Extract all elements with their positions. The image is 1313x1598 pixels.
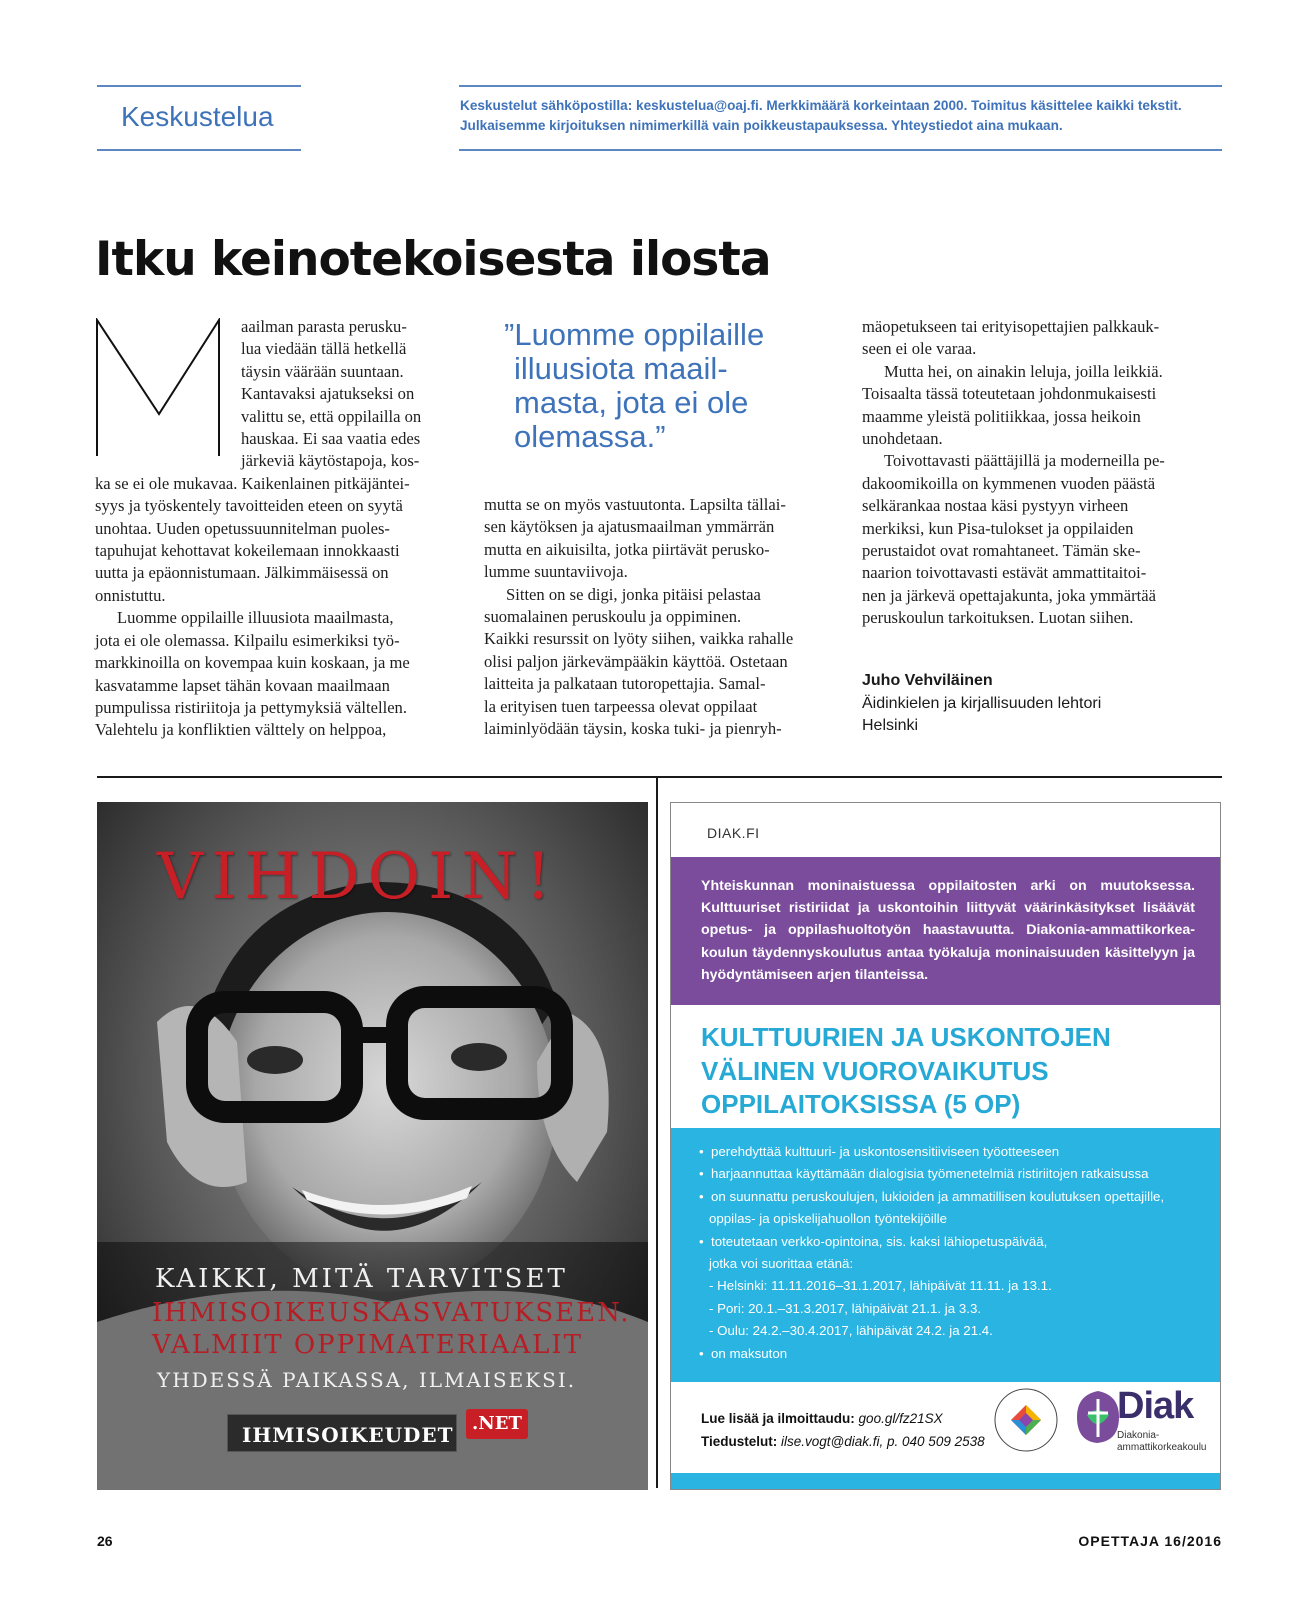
logo-text: IHMISOIKEUDET bbox=[242, 1423, 454, 1447]
bullet-item: • toteutetaan verkko-opintoina, sis. kaksi lähiopetuspäivää, bbox=[699, 1231, 1209, 1253]
pull-quote bbox=[504, 317, 814, 454]
pull-quote-line: olemassa.” bbox=[514, 419, 666, 454]
article-line: tapuhujat kehottavat kokeilemaan innokkaasti bbox=[95, 541, 400, 561]
contact-register: Lue lisää ja ilmoittaudu: goo.gl/fz21SX bbox=[701, 1411, 943, 1426]
article-line: mäopetukseen tai erityisopettajien palkkauk- bbox=[862, 317, 1160, 336]
register-link[interactable]: goo.gl/fz21SX bbox=[858, 1411, 943, 1426]
article-line: selkärankaa nostaa käsi pystyyn virheen bbox=[862, 496, 1129, 516]
article-line: markkinoilla on kovempaa kuin koskaan, ja me bbox=[95, 653, 410, 673]
article-line: jota ei ole olemassa. Kilpailu esimerkiksi työ- bbox=[95, 630, 400, 650]
article-line: Kantavaksi ajatukseksi on bbox=[241, 384, 415, 404]
article-line: valittu se, että oppilailla on bbox=[241, 406, 422, 426]
pull-quote-line: ”Luomme oppilaille bbox=[504, 317, 765, 352]
article-line: hauskaa. Ei saa vaatia edes bbox=[241, 429, 421, 449]
ad-diak[interactable] bbox=[670, 802, 1221, 1490]
contact-inquiries: Tiedustelut: ilse.vogt@diak.fi, p. 040 509 2538 bbox=[701, 1434, 985, 1449]
pull-quote-line: illuusiota maail- bbox=[514, 351, 728, 386]
vertical-divider bbox=[656, 776, 658, 1488]
article-line: Kaikki resurssit on lyöty siihen, vaikka rahalle bbox=[484, 629, 794, 649]
bullet-item: • on maksuton bbox=[699, 1343, 1209, 1365]
section-title: Keskustelua bbox=[121, 101, 274, 132]
contact-info bbox=[701, 1407, 985, 1453]
article-line: Valehtelu ja konfliktien välttely on helppoa, bbox=[95, 720, 387, 740]
diak-brand-sub-1: Diakonia- bbox=[1117, 1430, 1160, 1441]
article-line: ka se ei ole mukavaa. Kaikenlainen pitkäjäntei- bbox=[95, 473, 410, 493]
schedule-pori: - Pori: 20.1.–31.3.2017, lähipäivät 21.1. ja 3.3. bbox=[709, 1300, 982, 1316]
magazine-issue: OPETTAJA 16/2016 bbox=[1078, 1533, 1222, 1549]
article-line: unohdetaan. bbox=[862, 429, 943, 449]
ad-tagline-3: VALMIIT OPPIMATERIAALIT bbox=[152, 1330, 583, 1360]
bullet-item: • on suunnattu peruskoulujen, lukioiden ja ammatillisen koulutuksen opettajille, bbox=[699, 1186, 1209, 1208]
bullet-item: • perehdyttää kulttuuri- ja uskontosensitiiviseen työotteeseen bbox=[699, 1141, 1209, 1163]
article-line: Toisaalta tässä toteutetaan johdonmukaisesti bbox=[862, 384, 1157, 404]
author-signature bbox=[862, 670, 1101, 738]
article-line: la erityisen tuen tarpeessa olevat oppilaat bbox=[484, 696, 758, 716]
submission-info: Keskustelut sähköpostilla: keskustelua@oaj.fi. Merkkimäärä korkeintaan 2000. Toimitus käsittelee kaikki tekstit. Julkaisemme kirjoituksen nimimerkillä vain poikkeustapauksessa. Yhteystiedot aina mukaan. bbox=[460, 98, 1182, 133]
page-number: 26 bbox=[97, 1533, 113, 1549]
logo-net-badge bbox=[466, 1409, 528, 1439]
ad-ihmisoikeudet[interactable] bbox=[97, 802, 648, 1490]
submission-info-box bbox=[459, 85, 1222, 151]
course-bullets bbox=[699, 1141, 1209, 1365]
article-column-1 bbox=[95, 316, 455, 742]
article-headline: Itku keinotekoisesta ilosta bbox=[95, 232, 771, 287]
article-line: mutta en aikuisilta, jotka piirtävät perusko- bbox=[484, 539, 770, 559]
article-line: Luomme oppilaille illuusiota maailmasta, bbox=[117, 608, 394, 628]
article-line: järkeviä käytöstapoja, kos- bbox=[241, 451, 420, 471]
diak-logo-icon bbox=[1073, 1387, 1123, 1447]
bullet-continuation: jotka voi suorittaa etänä: bbox=[709, 1256, 854, 1272]
author-name: Juho Vehviläinen bbox=[862, 672, 993, 689]
diak-brand-sub-2: ammattikorkeakoulu bbox=[1117, 1442, 1207, 1453]
article-line: lua viedään tällä hetkellä bbox=[241, 339, 407, 359]
article-line: sen käytöksen ja ajatusmaailman ymmärrän bbox=[484, 517, 775, 537]
article-line: seen ei ole varaa. bbox=[862, 339, 977, 359]
article-column-3 bbox=[862, 316, 1222, 630]
article-line: nen ja järkevä opettajakunta, joka ymmärtää bbox=[862, 585, 1156, 605]
pull-quote-line: masta, jota ei ole bbox=[514, 385, 749, 420]
schedule-oulu: - Oulu: 24.2.–30.4.2017, lähipäivät 24.2. ja 21.4. bbox=[709, 1323, 993, 1339]
author-city: Helsinki bbox=[862, 717, 919, 734]
schedule-helsinki: - Helsinki: 11.11.2016–31.1.2017, lähipäivät 11.11. ja 13.1. bbox=[709, 1278, 1052, 1294]
opetushallitus-seal-icon bbox=[993, 1387, 1059, 1453]
article-line: onnistuttu. bbox=[95, 585, 166, 605]
article-line: merkiksi, kun Pisa-tulokset ja oppilaiden bbox=[862, 518, 1134, 538]
article-line: laitteita ja palkataan tutoropettajia. Samal- bbox=[484, 674, 766, 694]
course-title: KULTTUURIEN JA USKONTOJEN VÄLINEN VUOROVAIKUTUS OPPILAITOKSISSA (5 OP) bbox=[701, 1022, 1111, 1119]
article-line: maamme yleistä politiikkaa, jossa heikoin bbox=[862, 406, 1141, 426]
ad-headline: VIHDOIN! bbox=[157, 840, 560, 914]
article-column-2 bbox=[484, 494, 834, 740]
article-line: perustaidot ovat romahtaneet. Tämän ske- bbox=[862, 541, 1141, 561]
article-line: olisi paljon järkevämpääkin käyttöä. Ostetaan bbox=[484, 651, 788, 671]
inquiry-email[interactable]: ilse.vogt@diak.fi, p. 040 509 2538 bbox=[781, 1434, 985, 1449]
diak-brand: Diak bbox=[1117, 1385, 1194, 1427]
article-line: aailman parasta perusku- bbox=[241, 317, 407, 336]
bullet-item: • harjaannuttaa käyttämään dialogisia työmenetelmiä ristiriitojen ratkaisussa bbox=[699, 1163, 1209, 1185]
ihmisoikeudet-logo[interactable] bbox=[227, 1414, 457, 1452]
ad-tagline-2: IHMISOIKEUSKASVATUKSEEN. bbox=[152, 1298, 631, 1328]
bullet-continuation: oppilas- ja opiskelijahuollon työntekijöille bbox=[709, 1211, 948, 1227]
article-line: mutta se on myös vastuutonta. Lapsilta tällai- bbox=[484, 495, 786, 514]
article-line: unohtaa. Uuden opetussuunnitelman puoles- bbox=[95, 518, 390, 538]
article-line: Toivottavasti päättäjillä ja moderneilla pe- bbox=[884, 451, 1165, 471]
ad-tagline-4: YHDESSÄ PAIKASSA, ILMAISEKSI. bbox=[157, 1368, 577, 1392]
article-line: täysin väärään suuntaan. bbox=[241, 361, 404, 381]
article-line: naarion toivottavasti estävät ammattitaitoi- bbox=[862, 563, 1147, 583]
section-header bbox=[97, 85, 301, 151]
article-line: Mutta hei, on ainakin leluja, joilla leikkiä. bbox=[884, 361, 1163, 381]
ad-tagline-1: KAIKKI, MITÄ TARVITSET bbox=[155, 1264, 568, 1294]
author-title: Äidinkielen ja kirjallisuuden lehtori bbox=[862, 694, 1102, 712]
article-line: syys ja työskentely tavoitteiden eteen on syytä bbox=[95, 496, 403, 516]
bottom-accent-bar bbox=[671, 1473, 1220, 1490]
article-line: kasvatamme lapset tähän kovaan maailmaan bbox=[95, 675, 390, 695]
article-line: suomalainen peruskoulu ja oppiminen. bbox=[484, 607, 742, 627]
horizontal-divider bbox=[97, 776, 1222, 778]
article-line: Sitten on se digi, jonka pitäisi pelastaa bbox=[506, 584, 761, 604]
article-line: laiminlyödään täysin, koska tuki- ja pienryh- bbox=[484, 719, 782, 739]
logo-net-text: .NET bbox=[472, 1413, 522, 1434]
article-line: pumpulissa ristiriitoja ja pettymyksiä vältellen. bbox=[95, 697, 407, 717]
article-line: dakoomikoilla on kymmenen vuoden päästä bbox=[862, 473, 1156, 493]
article-line: uutta ja epäonnistumaan. Jälkimmäisessä on bbox=[95, 563, 389, 583]
diak-site-link[interactable]: DIAK.FI bbox=[707, 825, 760, 841]
article-line: lumme suuntaviivoja. bbox=[484, 562, 628, 582]
article-line: peruskoulun tarkoituksen. Luotan siihen. bbox=[862, 608, 1134, 628]
intro-text: Yhteiskunnan moninaistuessa oppilaitosten arki on muutoksessa. Kulttuuriset ristiriidat ja uskontoihin liittyvät väärinkäsitykset lisäävät opetus- ja oppilashuoltotyön haastavuutta. Diakonia-ammattikorkeakoulun täydennyskoulutus antaa työkaluja moninaisuuden käsittelyyn ja hyödyntämiseen arjen tilanteissa. bbox=[701, 878, 1195, 983]
